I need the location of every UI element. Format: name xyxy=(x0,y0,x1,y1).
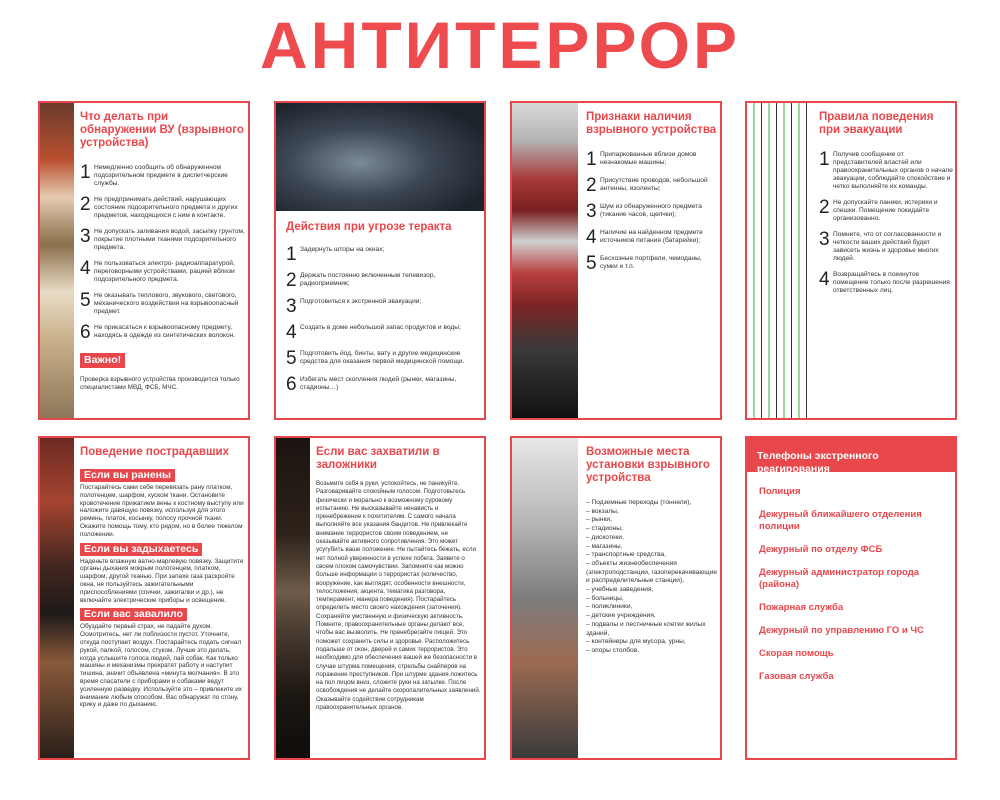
section-text: Наденьте влажную ватно-марлевую повязку. Защитите органы дыхания мокрым полотенцем, платком, шарфом, другой тканью. При запахе газа раскройте окна, не пользуйтесь зажигательными приспособлениями (спички, зажигалки и др.), не включайте электрические приборы и освещение. xyxy=(80,557,244,604)
list-item: – опоры столбов. xyxy=(586,646,640,654)
list-item: – магазины, xyxy=(586,542,623,550)
panel-title: Если вас захватили в заложники xyxy=(316,446,440,471)
phone-entry: Пожарная служба xyxy=(759,602,844,613)
list-item: 1 Задернуть шторы на окнах; xyxy=(286,244,385,265)
phone-entry: Газовая служба xyxy=(759,671,834,682)
list-item: 3 Подготовиться к экстренной эвакуации; xyxy=(286,296,422,317)
panel-hostages xyxy=(274,436,486,760)
list-item: 5 Не оказывать теплового, звукового, светового, механического воздействия на взрывоопасный предмет. xyxy=(80,290,239,315)
phone-entry: Полиция xyxy=(759,486,801,497)
panel-explosive-device-found xyxy=(38,101,250,420)
list-item: 3 Помните, что от согласованности и четкости ваших действий будет зависеть жизнь и здоровье многих людей. xyxy=(819,229,942,262)
note-text: Проверка взрывного устройства производится только специалистами МВД, ФСБ, МЧС. xyxy=(80,376,240,391)
locations-list xyxy=(586,499,718,656)
list-item: 2 Держать постоянно включенным телевизор, радиоприемник; xyxy=(286,270,436,291)
list-item: – детские учреждения, xyxy=(586,612,656,620)
phone-entry: Скорая помощь xyxy=(759,648,834,659)
phone-entry: Дежурный ближайшего отделения полиции xyxy=(759,509,922,532)
list-item: – учебные заведения, xyxy=(586,586,654,594)
section-text: Постарайтесь сами себе перевязать рану платком, полотенцем, шарфом, куском ткани. Остановите кровотечение прижатием вены к костному выступу или наложите давящую повязку, используя для этого ремень, платок, косынку, полосу прочной ткани. Окажите помощь тому, кто рядом, но в более тяжелом положении. xyxy=(80,484,244,538)
important-badge: Важно! xyxy=(80,353,125,368)
phone-entry: Дежурный по управлению ГО и ЧС xyxy=(759,625,924,636)
panel-device-signs xyxy=(510,101,722,420)
railway-photo xyxy=(512,438,578,758)
list-item: 6 Не прикасаться к взрывоопасному предмету, находясь в одежде из синтетических волокон. xyxy=(80,322,236,343)
list-item: – больницы, xyxy=(586,594,624,602)
panel-title: Что делать при обнаружении ВУ (взрывного устройства) xyxy=(80,111,244,149)
page-title: АНТИТЕРРОР xyxy=(260,8,740,82)
section-text: Обуздайте первый страх, не падайте духом. Осмотритесь, нет ли поблизости пустот. Уточните, откуда поступает воздух. Постарайтесь подать сигнал рукой, палкой, голосом, стуком. Лучше это делать, когда услышите голоса людей, лай собак. Как только машины и механизмы прекратят работу и наступит тишина, значит объявлена «минута молчания». В это время спасатели с приборами и собаками ведут усиленную разведку. Используйте это – привлеките их внимание любым способом. Вас обнаружат по стону, крику и даже по дыханию. xyxy=(80,623,242,709)
list-item: – стадионы, xyxy=(586,525,623,533)
hands-tied-photo xyxy=(276,438,310,758)
panel-title: Возможные места установки взрывного устройства xyxy=(586,446,710,484)
evacuation-plan-image xyxy=(747,103,809,418)
panel-evacuation-rules xyxy=(745,101,957,420)
panel-title: Признаки наличия взрывного устройства xyxy=(586,111,717,136)
list-item: 4 Наличие на найденном предмете источников питания (батарейки); xyxy=(586,227,703,248)
list-item: 1 Получив сообщение от представителей властей или правоохранительных органов о начале эвакуации, соблюдайте спокойствие и четко выполняйте их команды. xyxy=(819,149,953,190)
clock-photo xyxy=(40,103,74,418)
list-item: – контейнеры для мусора, урны, xyxy=(586,638,686,646)
panel-title: Действия при угрозе теракта xyxy=(286,221,452,233)
list-item: – дискотеки, xyxy=(586,533,624,541)
list-item: – вокзалы, xyxy=(586,507,619,515)
panel-title: Правила поведения при эвакуации xyxy=(819,111,934,136)
rescue-photo xyxy=(40,438,74,758)
list-item: 5 Бесхозные портфели, чемоданы, сумки и т.п. xyxy=(586,253,702,274)
list-item: 2 Присутствие проводов, небольшой антенны, изоленты; xyxy=(586,175,708,196)
panel-emergency-phones xyxy=(745,436,957,760)
phone-entry: Дежурный по отделу ФСБ xyxy=(759,544,883,555)
section-heading: Если вы задыхаетесь xyxy=(80,543,202,556)
panel-terror-threat xyxy=(274,101,486,420)
panel-text: Возьмите себя в руки, успокойтесь, не паникуйте. Разговаривайте спокойным голосом. Подготовьтесь физически и морально к возможному суровому испытанию. Не высказывайте ненависть и пренебрежение к похитителям. С самого начала выполняйте все указания бандитов. Не привлекайте внимание террористов своим поведением, не оказывайте активного сопротивления. Это может усугубить ваше положение. Не пытайтесь бежать, если нет полной уверенности в успехе побега. Заявите о своем плохом самочувствии. Запомните как можно больше информации о террористах (количество, вооружение, как выглядят, особенности внешности, телосложения, акцента, тематика разговора, темперамент, манера поведения). Постарайтесь определить место своего нахождения (заточения). Сохраняйте умственную и физическую активность. Помните, правоохранительные органы делают все, чтобы вас вызволить. Не пренебрегайте пищей. Это поможет сохранить силы и здоровье. Расположитесь подальше от окон, дверей и самих террористов. Это необходимо для обеспечения вашей же безопасности в случае штурма помещения, стрельбы снайперов на поражение преступников. При штурме здания ложитесь на пол лицом вниз, сложите руки на затылке. После освобождения не делайте скоропалительных заявлений. Оказывайте содействие сотрудникам правоохранительных органов. xyxy=(316,480,481,712)
section-heading: Если вы ранены xyxy=(80,469,175,482)
riot-police-photo xyxy=(276,103,484,211)
list-item: 1 Немедленно сообщить об обнаруженном подозрительном предмете в диспетчерские службы. xyxy=(80,162,228,187)
list-item: – подвалы и лестничные клетки жилых зданий, xyxy=(586,620,706,637)
panel-title: Телефоны экстренного реагирования xyxy=(757,450,879,475)
list-item: 3 Шум из обнаруженного предмета (тикание часов, щелчки); xyxy=(586,201,702,222)
list-item: 1 Припаркованные вблизи домов незнакомые машины; xyxy=(586,149,697,170)
panel-possible-locations xyxy=(510,436,722,760)
phone-entry: Дежурный администратор города (района) xyxy=(759,567,920,590)
panel-title: Поведение пострадавших xyxy=(80,446,229,458)
list-item: 2 Не допускайте паники, истерики и спешки. Помещение покидайте организованно. xyxy=(819,197,938,222)
list-item: 3 Не допускать заливания водой, засыпку грунтом, покрытие плотными тканями подозрительного предмета. xyxy=(80,226,245,251)
list-item: – Подземные переходы (тоннели), xyxy=(586,499,692,506)
list-item: 4 Не пользоваться электро- радиоаппаратурой, переговорными устройствами, рацией вблизи подозрительного предмета. xyxy=(80,258,235,283)
panel-victims-behavior xyxy=(38,436,250,760)
list-item: – объекты жизнеобеспечения (электроподстанции, газоперекачивающие и распределительные станции), xyxy=(586,559,718,585)
list-item: 5 Подготовить йод, бинты, вату и другие медицинские средства для оказания первой медицинской помощи. xyxy=(286,348,465,369)
list-item: 4 Возвращайтесь в покинутое помещение только после разрешения ответственных лиц. xyxy=(819,269,950,294)
bomb-photo xyxy=(512,103,578,418)
list-item: – поликлиники, xyxy=(586,603,633,611)
list-item: 6 Избегать мест скопления людей (рынки, магазины, стадионы…) xyxy=(286,374,457,395)
section-heading: Если вас завалило xyxy=(80,608,187,621)
list-item: 2 Не предпринимать действий, нарушающих состояние подозрительного предмета и других предметов, находящихся с ним в контакте. xyxy=(80,194,238,219)
list-item: – рынки, xyxy=(586,516,612,524)
list-item: 4 Создать в доме небольшой запас продуктов и воды; xyxy=(286,322,461,343)
list-item: – транспортные средства, xyxy=(586,551,667,559)
